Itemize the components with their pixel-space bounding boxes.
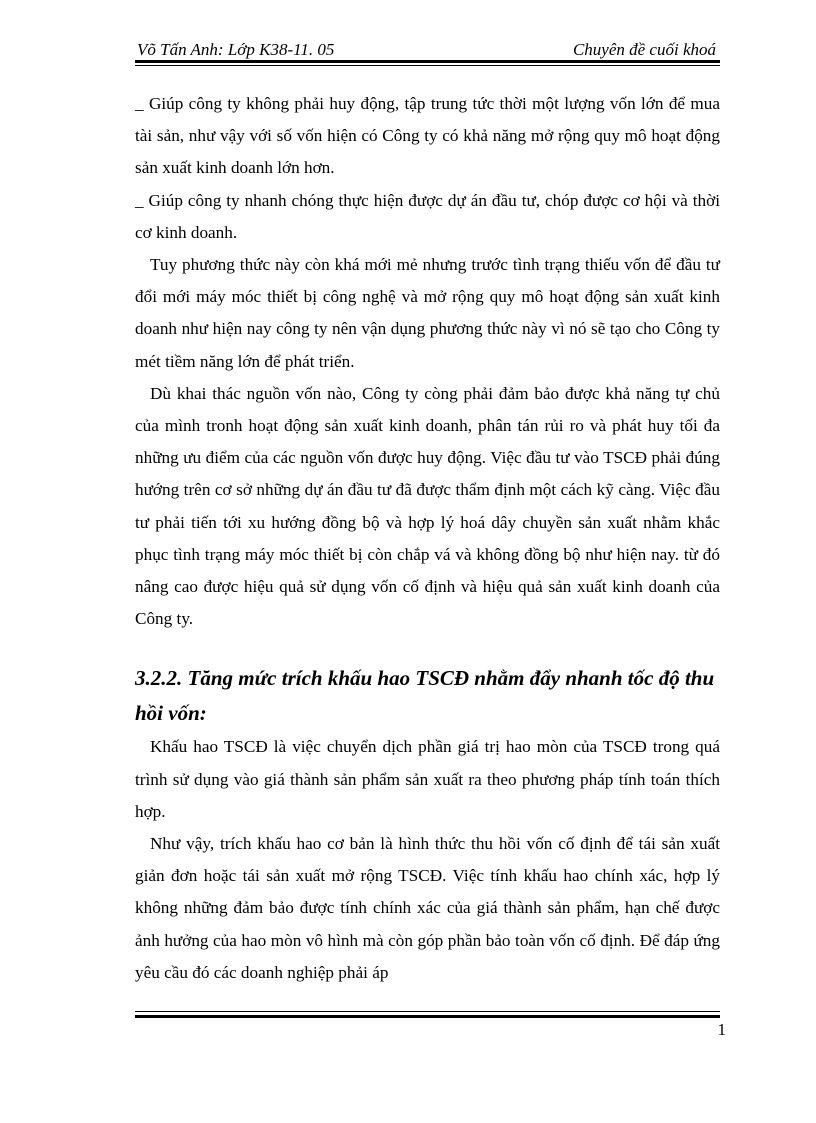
header-document-title: Chuyên đề cuối khoá <box>572 40 716 59</box>
footer-rule-thin <box>135 1011 720 1012</box>
paragraph-bullet-2: _ Giúp công ty nhanh chóng thực hiện được dự án đầu tư, chóp được cơ hội và thời cơ kinh doanh. <box>135 190 720 242</box>
paragraph-4: Dù khai thác nguồn vốn nào, Công ty còng phải đảm bảo được khả năng tự chủ của mình tronh hoạt động sản xuất kinh doanh, phân tán rủi ro và phát huy tối đa những ưu điểm của các nguồn vốn được huy động. Việc đầu tư vào TSCĐ phải đúng hướng trên cơ sở những dự án đầu tư đã được thẩm định một cách kỹ càng. Việc đầu tư phải tiến tới xu hướng đồng bộ và hợp lý hoá dây chuyền sản xuất nhằm khắc phục tình trạng máy móc thiết bị còn chắp vá và không đồng bộ như hiện nay. từ đó nâng cao được hiệu quả sử dụng vốn cố định và hiệu quả sản xuất kinh doanh của Công ty. <box>135 383 720 629</box>
header-author-class: Võ Tấn Anh: Lớp K38-11. 05 <box>137 40 335 59</box>
header-rule-thick <box>135 60 720 63</box>
section-paragraph-2: Như vậy, trích khấu hao cơ bản là hình thức thu hồi vốn cố định để tái sản xuất giản đơn hoặc tái sản xuất mở rộng TSCĐ. Việc tính khấu hao chính xác, hợp lý không những đảm bảo được tính chính xác của giá thành sản phẩm, hạn chế được ảnh hưởng của hao mòn vô hình mà còn góp phần bảo toàn vốn cố định. Để đáp ứng yêu cầu đó các doanh nghiệp phải áp <box>135 834 720 982</box>
paragraph-bullet-1: _ Giúp công ty không phải huy động, tập trung tức thời một lượng vốn lớn để mua tài sản, như vậy với số vốn hiện có Công ty có khả năng mở rộng quy mô hoạt động sản xuất kinh doanh lớn hơn. <box>135 94 720 178</box>
header-rule-thin <box>135 65 720 66</box>
section-paragraph-1: Khấu hao TSCĐ là việc chuyển dịch phần giá trị hao mòn của TSCĐ trong quá trình sử dụng vào giá thành sản phẩm sản xuất ra theo phương pháp tính toán thích hợp. <box>135 737 720 821</box>
section-heading: 3.2.2. Tăng mức trích khấu hao TSCĐ nhằm đẩy nhanh tốc độ thu hồi vốn: <box>135 666 715 726</box>
paragraph-3: Tuy phương thức này còn khá mới mẻ nhưng trước tình trạng thiếu vốn để đầu tư đổi mới máy móc thiết bị công nghệ và mở rộng quy mô hoạt động sản xuất kinh doanh như hiện nay công ty nên vận dụng phương thức này vì nó sẽ tạo cho Công ty mét tiềm năng lớn để phát triển. <box>135 255 720 371</box>
footer-rule-thick <box>135 1015 720 1018</box>
page-header <box>135 36 720 60</box>
document-body <box>135 88 720 989</box>
page-number: 1 <box>717 1020 726 1039</box>
